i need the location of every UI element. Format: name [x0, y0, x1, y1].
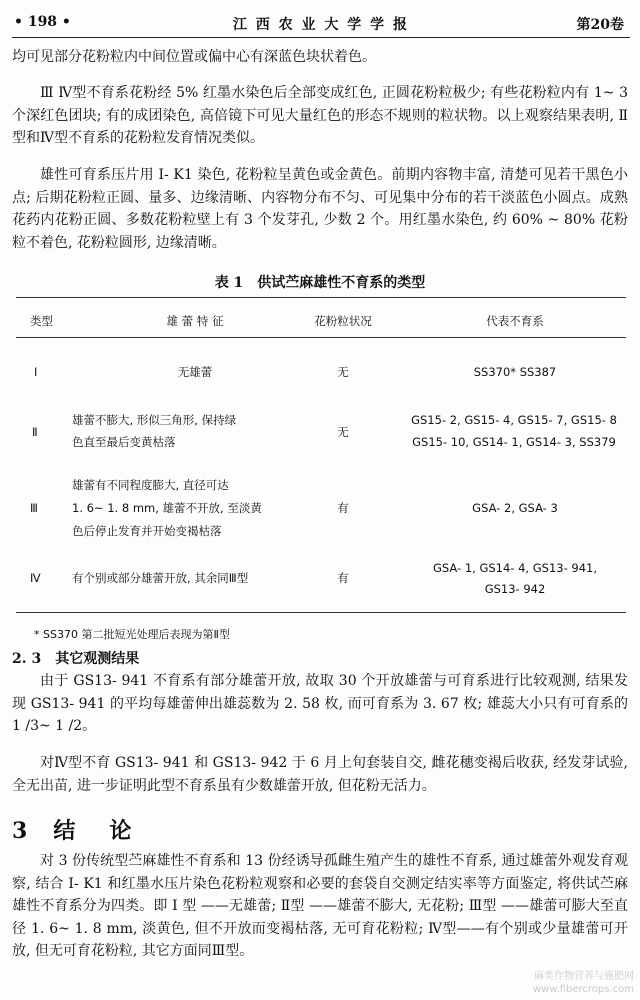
table-footnote: * SS370 第二批短光处理后表现为第Ⅱ型 [34, 628, 230, 641]
table-cell-features: 雄蕾有不同程度膨大, 直径可达 [72, 478, 229, 492]
table-cell-lines: GSA- 1, GS14- 4, GS13- 941, [432, 561, 597, 575]
table-cell-lines: GS13- 942 [484, 582, 546, 596]
table-header-rule [16, 337, 626, 338]
volume-label: 第20卷 [576, 17, 624, 33]
journal-title: 江 西 农 业 大 学 学 报 [232, 17, 410, 33]
table-caption: 表 1 供试苎麻雄性不育系的类型 [214, 275, 426, 291]
section-heading [12, 814, 137, 845]
section-number: 3 [12, 818, 34, 844]
paragraph-conclusion: 对 3 份传统型苎麻雄性不育系和 13 份经诱导孤雌生殖产生的雄性不育系, 通过雄蕾外观发育观察, 结合 I- K1 和红墨水压片染色花粉粒观察和必要的套袋自交测定结实率等方面鉴定, 将供试苎麻雄性不育系分为四类。即 I 型 ——无雄蕾; Ⅱ型 ——雄蕾不膨大, 无花粉; Ⅲ型 ——雄蕾可膨大至直径 1. 6~ 1. 8 mm, 淡黄色, 但不开放而变褐枯落, 无可育花粉粒; Ⅳ型——有个别或少量雄蕾可开放, 但无可育花粉粒, 其它方面同Ⅲ型。 [12, 853, 628, 959]
running-header [14, 10, 628, 36]
table-cell-type: Ⅰ [34, 365, 38, 379]
table-cell-pollen: 无 [337, 425, 349, 439]
table-top-rule [16, 297, 626, 298]
table-bottom-rule [16, 612, 626, 613]
paragraph-fertile-line: 雄性可育系压片用 I- K1 染色, 花粉粒呈黄色或金黄色。前期内容物丰富, 清楚可见若干黑色小点; 后期花粉粒正圆、量多、边缘清晰、内容物分布不匀、可见集中分布的若干淡蓝色小圆点。成熟花药内花粉正圆、多数花粉粒壁上有 3 个发芽孔, 少数 2 个。用红墨水染色, 约 60% ~ 80% 花粉粒不着色, 花粉粒圆形, 边缘清晰。 [12, 167, 628, 251]
table-cell-features: 色直至最后变黄枯落 [72, 435, 176, 449]
table-cell-type: Ⅳ [30, 571, 41, 585]
table-cell-pollen: 无 [337, 365, 349, 379]
paragraph-selfing-test: 对Ⅳ型不育 GS13- 941 和 GS13- 942 于 6 月上旬套装自交, 雌花穗变褐后收获, 经发芽试验, 全无出苗, 进一步证明此型不育系虽有少数雄蕾开放, 但花粉无活力。 [12, 755, 628, 794]
table-header-lines: 代表不育系 [486, 314, 544, 328]
table-cell-features: 1. 6~ 1. 8 mm, 雄蕾不开放, 至淡黄 [72, 501, 262, 515]
subsection-title: 其它观测结果 [55, 651, 140, 667]
subsection-heading [12, 648, 139, 668]
paragraph-pollen-staining-end: 均可见部分花粉粒内中间位置或偏中心有深蓝色块状着色。 [12, 49, 376, 65]
table-cell-features: 雄蕾不膨大, 形似三角形, 保持绿 [72, 413, 237, 427]
table-header-pollen: 花粉粒状况 [314, 314, 372, 328]
paragraph-type-iii-iv: Ⅲ Ⅳ型不育系花粉经 5% 红墨水染色后全部变成红色, 正圆花粉粒极少; 有些花粉粒内有 1~ 3 个深红色团块; 有的成团染色, 高倍镜下可见大量红色的形态不规则的粒状物。以上观察结果表明, Ⅱ型和Ⅳ型不育系的花粉粒发育情况类似。 [12, 85, 628, 146]
table-cell-type: Ⅱ [32, 425, 38, 439]
table-cell-features: 有个别或部分雄蕾开放, 其余同Ⅲ型 [72, 571, 249, 585]
table-cell-features: 无雄蕾 [177, 365, 213, 379]
section-title: 结 论 [53, 818, 138, 844]
table-header-type: 类型 [30, 314, 53, 328]
table-cell-lines: SS370* SS387 [473, 365, 557, 379]
table-cell-pollen: 有 [337, 501, 349, 515]
table-cell-type: Ⅲ [30, 501, 38, 515]
header-rule [12, 37, 630, 38]
table-cell-lines: GS15- 10, GS14- 1, GS14- 3, SS379 [412, 435, 616, 449]
watermark-line-1: 麻类作物营养与施肥网 [534, 971, 634, 982]
watermark-line-2: www.fibercrops.com [532, 984, 634, 995]
page-number: • 198 • [14, 14, 71, 30]
table-cell-lines: GS15- 2, GS15- 4, GS15- 7, GS15- 8 [411, 413, 617, 427]
table-header-features: 雄 蕾 特 征 [166, 314, 224, 328]
paragraph-gs13-941-observation: 由于 GS13- 941 不育系有部分雄蕾开放, 故取 30 个开放雄蕾与可育系进行比较观测, 结果发现 GS13- 941 的平均每雄蕾伸出雄蕊数为 2. 58 枚, 而可育系为 3. 67 枚; 雄蕊大小只有可育系的 1 /3~ 1 /2。 [12, 673, 628, 734]
site-watermark [533, 970, 634, 996]
table-cell-lines: GSA- 2, GSA- 3 [472, 501, 558, 515]
subsection-number: 2. 3 [12, 651, 42, 667]
table-cell-pollen: 有 [337, 571, 349, 585]
table-cell-features: 色后停止发育并开始变褐枯落 [72, 524, 222, 538]
